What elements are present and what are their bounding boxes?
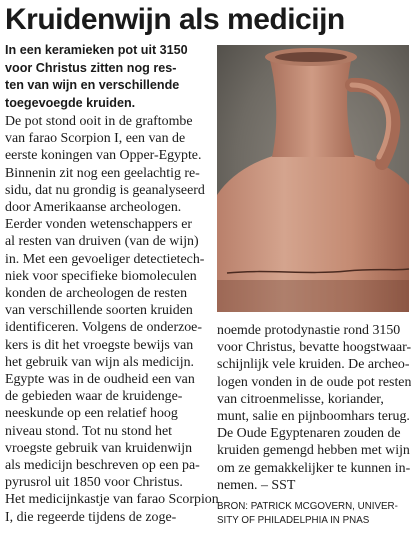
body-line: kers is dit het vroegste bewijs van xyxy=(5,337,194,353)
body-column-right xyxy=(217,322,411,494)
body-line: in. Met een gevoeliger detectietech- xyxy=(5,251,205,267)
body-line: nemen. – SST xyxy=(217,477,296,493)
body-line: al resten van druiven (van de wijn) xyxy=(5,234,199,250)
body-line: logen vonden in de oude pot resten xyxy=(217,374,411,390)
body-line: De pot stond ooit in de graftombe xyxy=(5,114,193,129)
lead-line: voor Christus zitten nog res- xyxy=(5,60,177,75)
body-line: identificeren. Volgens de onderzoe- xyxy=(5,320,202,336)
body-line: munt, salie en pijnboomhars terug. xyxy=(217,409,410,425)
body-column-left xyxy=(5,113,219,526)
body-line: vroegste gebruik van kruidenwijn xyxy=(5,440,193,456)
body-line: als medicijn beschreven op een pa- xyxy=(5,458,200,474)
headline: Kruidenwijn als medicijn xyxy=(5,3,345,36)
lead-paragraph xyxy=(5,42,210,112)
body-line: Eerder vonden wetenschappers er xyxy=(5,217,193,233)
body-line: neeskunde op een relatief hoog xyxy=(5,406,178,422)
body-line: het gebruik van wijn als medicijn. xyxy=(5,354,195,370)
body-line: van citroenmelisse, koriander, xyxy=(217,391,384,407)
body-line: van verschillende soorten kruiden xyxy=(5,303,193,319)
body-line: door Amerikaanse archeologen. xyxy=(5,200,182,216)
body-line: niveau stond. Tot nu stond het xyxy=(5,423,172,439)
body-line: van farao Scorpion I, een van de xyxy=(5,131,186,147)
lead-line: ten van wijn en verschillende xyxy=(5,78,180,93)
clay-pot-photo xyxy=(217,45,409,312)
body-line: Binnenin zit nog een geelachtig re- xyxy=(5,165,200,181)
body-line: pyrusrol uit 1850 voor Christus. xyxy=(5,475,183,491)
body-line: noemde protodynastie rond 3150 xyxy=(217,323,401,338)
lead-line: toegevoegde kruiden. xyxy=(5,95,136,110)
lead-line: In een keramieken pot uit 3150 xyxy=(5,43,188,57)
credit-line: SITY OF PHILADELPHIA IN PNAS xyxy=(217,515,370,526)
body-line: eerste koningen van Opper-Egypte. xyxy=(5,148,202,164)
clay-pot-image xyxy=(217,45,409,312)
body-line: voor Christus, bevatte hoogstwaar- xyxy=(217,340,411,356)
body-line: schijnlijk vele kruiden. De archeo- xyxy=(217,357,410,373)
photo-credit xyxy=(217,500,409,528)
body-line: de gebieden waar de kruidenge- xyxy=(5,389,183,405)
body-line: sidu, dat nu grondig is geanalyseerd xyxy=(5,182,205,198)
body-line: I, die regeerde tijdens de zoge- xyxy=(5,509,177,525)
body-line: Het medicijnkastje van farao Scorpion xyxy=(5,492,219,508)
body-line: niek voor specifieke biomoleculen xyxy=(5,268,197,284)
credit-line: BRON: PATRICK MCGOVERN, UNIVER- xyxy=(217,501,398,512)
body-line: Egypte was in de oudheid een van xyxy=(5,372,195,388)
body-line: De Oude Egyptenaren zouden de xyxy=(217,426,401,442)
body-line: konden de archeologen de resten xyxy=(5,286,188,302)
body-line: kruiden gemengd hebben met wijn xyxy=(217,443,410,459)
body-line: om ze gemakkelijker te kunnen in- xyxy=(217,460,411,476)
